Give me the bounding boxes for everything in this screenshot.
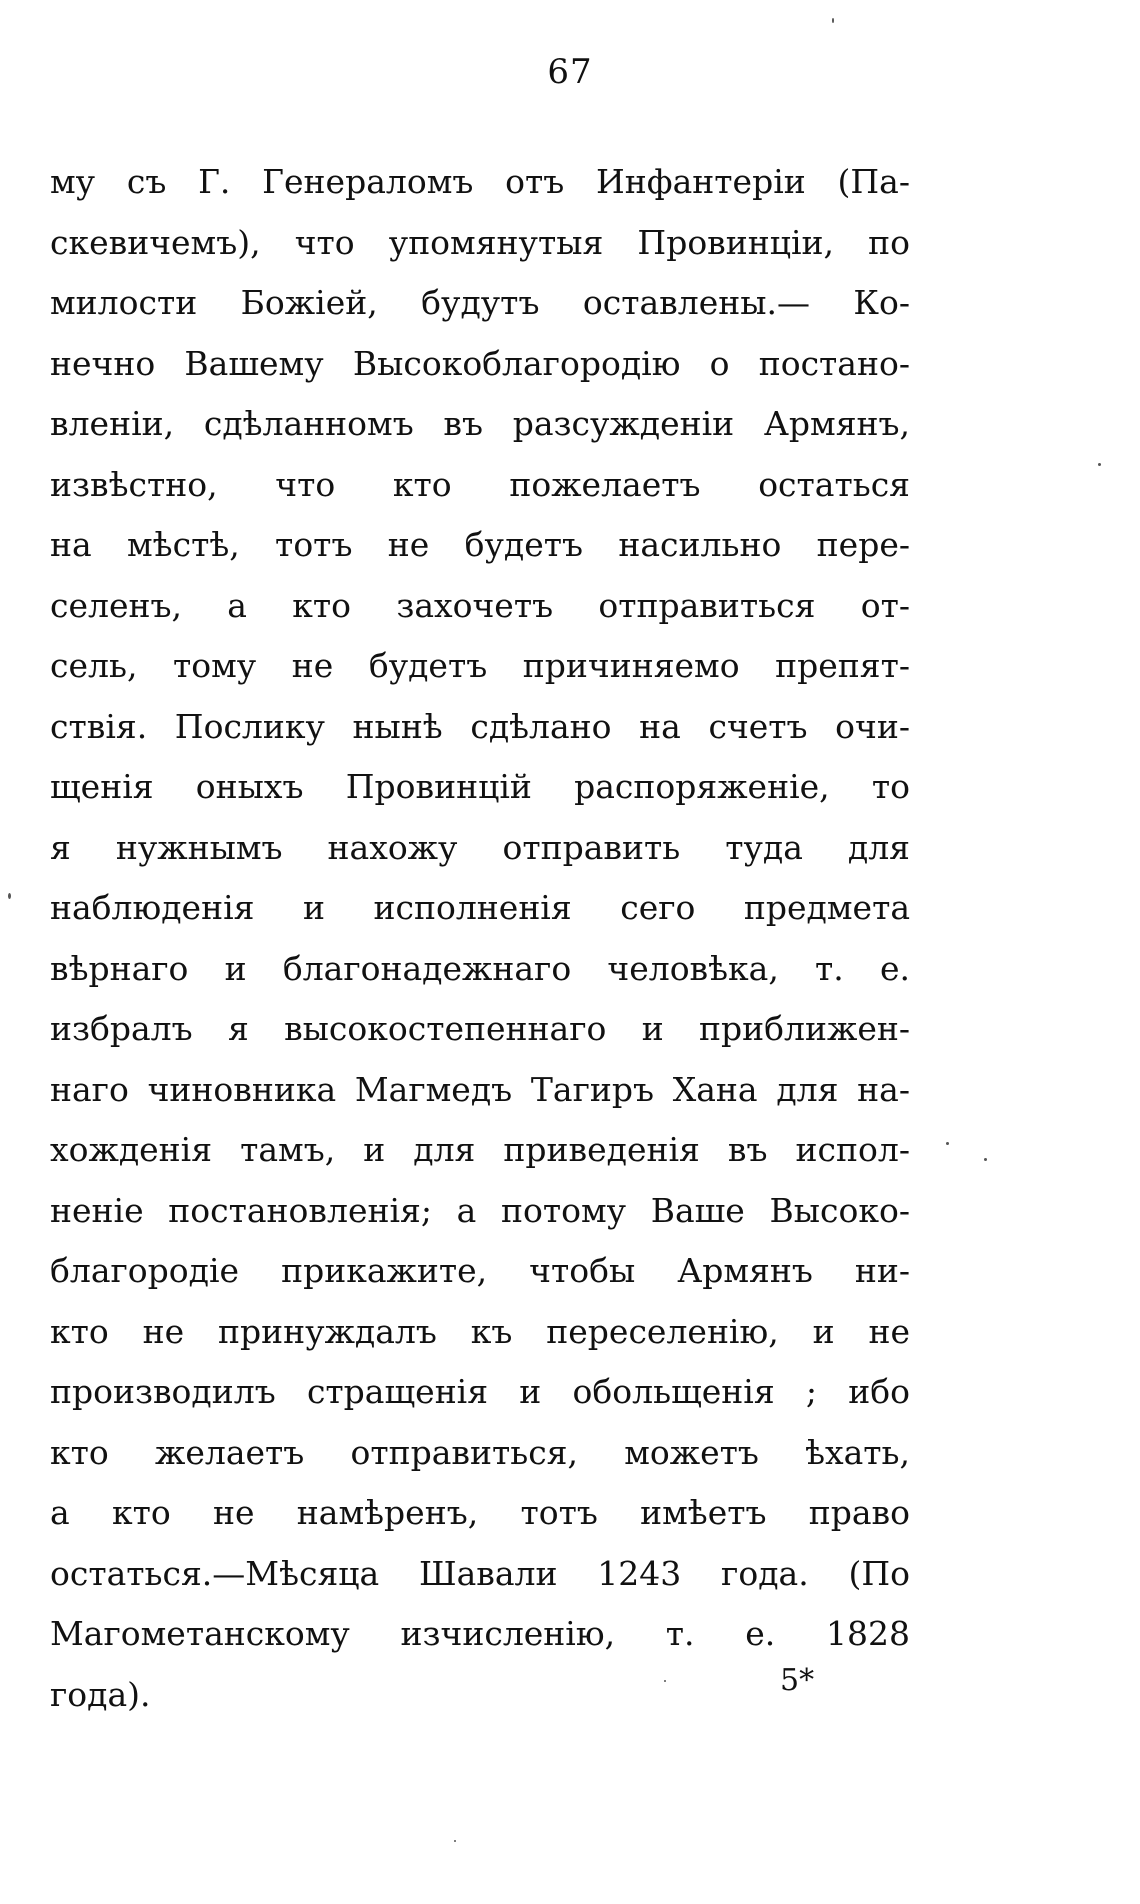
text-line: избралъ я высокостепеннаго и приближен-	[50, 1009, 910, 1048]
print-speck	[8, 893, 11, 899]
signature-mark: 5*	[780, 1663, 815, 1698]
page-number: 67	[547, 52, 593, 92]
text-line: нечно Вашему Высокоблагородію о постано-	[50, 343, 910, 383]
text-line: производилъ стращенія и обольщенія ; ибо	[50, 1372, 910, 1411]
print-speck	[454, 1840, 456, 1842]
body-text	[50, 152, 910, 1725]
text-line: селенъ, а кто захочетъ отправиться от-	[50, 585, 910, 625]
text-line: скевичемъ), что упомянутыя Провинціи, по	[50, 222, 910, 262]
text-line: вѣрнаго и благонадежнаго человѣка, т. е.	[50, 948, 910, 988]
text-line: щенія оныхъ Провинцій распоряженіе, то	[50, 767, 910, 806]
text-line: вленіи, сдѣланномъ въ разсужденіи Армянъ,	[50, 404, 910, 443]
text-line: милости Божіей, будутъ оставлены.— Ко-	[50, 283, 910, 322]
text-line: кто желаетъ отправиться, можетъ ѣхать,	[50, 1432, 910, 1472]
text-line: благородіе прикажите, чтобы Армянъ ни-	[50, 1251, 910, 1290]
text-line: ствія. Послику нынѣ сдѣлано на счетъ очи-	[50, 706, 910, 746]
print-speck	[832, 18, 834, 23]
text-line: наго чиновника Магмедъ Тагиръ Хана для на-	[50, 1069, 910, 1109]
print-speck	[984, 1158, 987, 1161]
text-line: а кто не намѣренъ, тотъ имѣетъ право	[50, 1493, 910, 1532]
text-line: года).	[50, 1674, 151, 1714]
text-line: остаться.—Мѣсяца Шавали 1243 года. (По	[50, 1553, 910, 1593]
text-line: извѣстно, что кто пожелаетъ остаться	[50, 464, 910, 504]
print-speck	[664, 1680, 666, 1682]
text-line: Магометанскому изчисленію, т. е. 1828	[50, 1614, 910, 1653]
text-line: хожденія тамъ, и для приведенія въ испол-	[50, 1130, 910, 1169]
print-speck	[1098, 463, 1101, 466]
text-line: му съ Г. Генераломъ отъ Инфантеріи (Па-	[50, 162, 910, 201]
text-line: сель, тому не будетъ причиняемо препят-	[50, 646, 910, 685]
text-line: кто не принуждалъ къ переселенію, и не	[50, 1311, 910, 1351]
text-line: я нужнымъ нахожу отправить туда для	[50, 827, 910, 867]
text-line: наблюденія и исполненія сего предмета	[50, 888, 910, 927]
text-line: неніе постановленія; а потому Ваше Высоко-	[50, 1190, 910, 1230]
text-line: на мѣстѣ, тотъ не будетъ насильно пере-	[50, 525, 910, 564]
print-speck	[946, 1142, 949, 1145]
